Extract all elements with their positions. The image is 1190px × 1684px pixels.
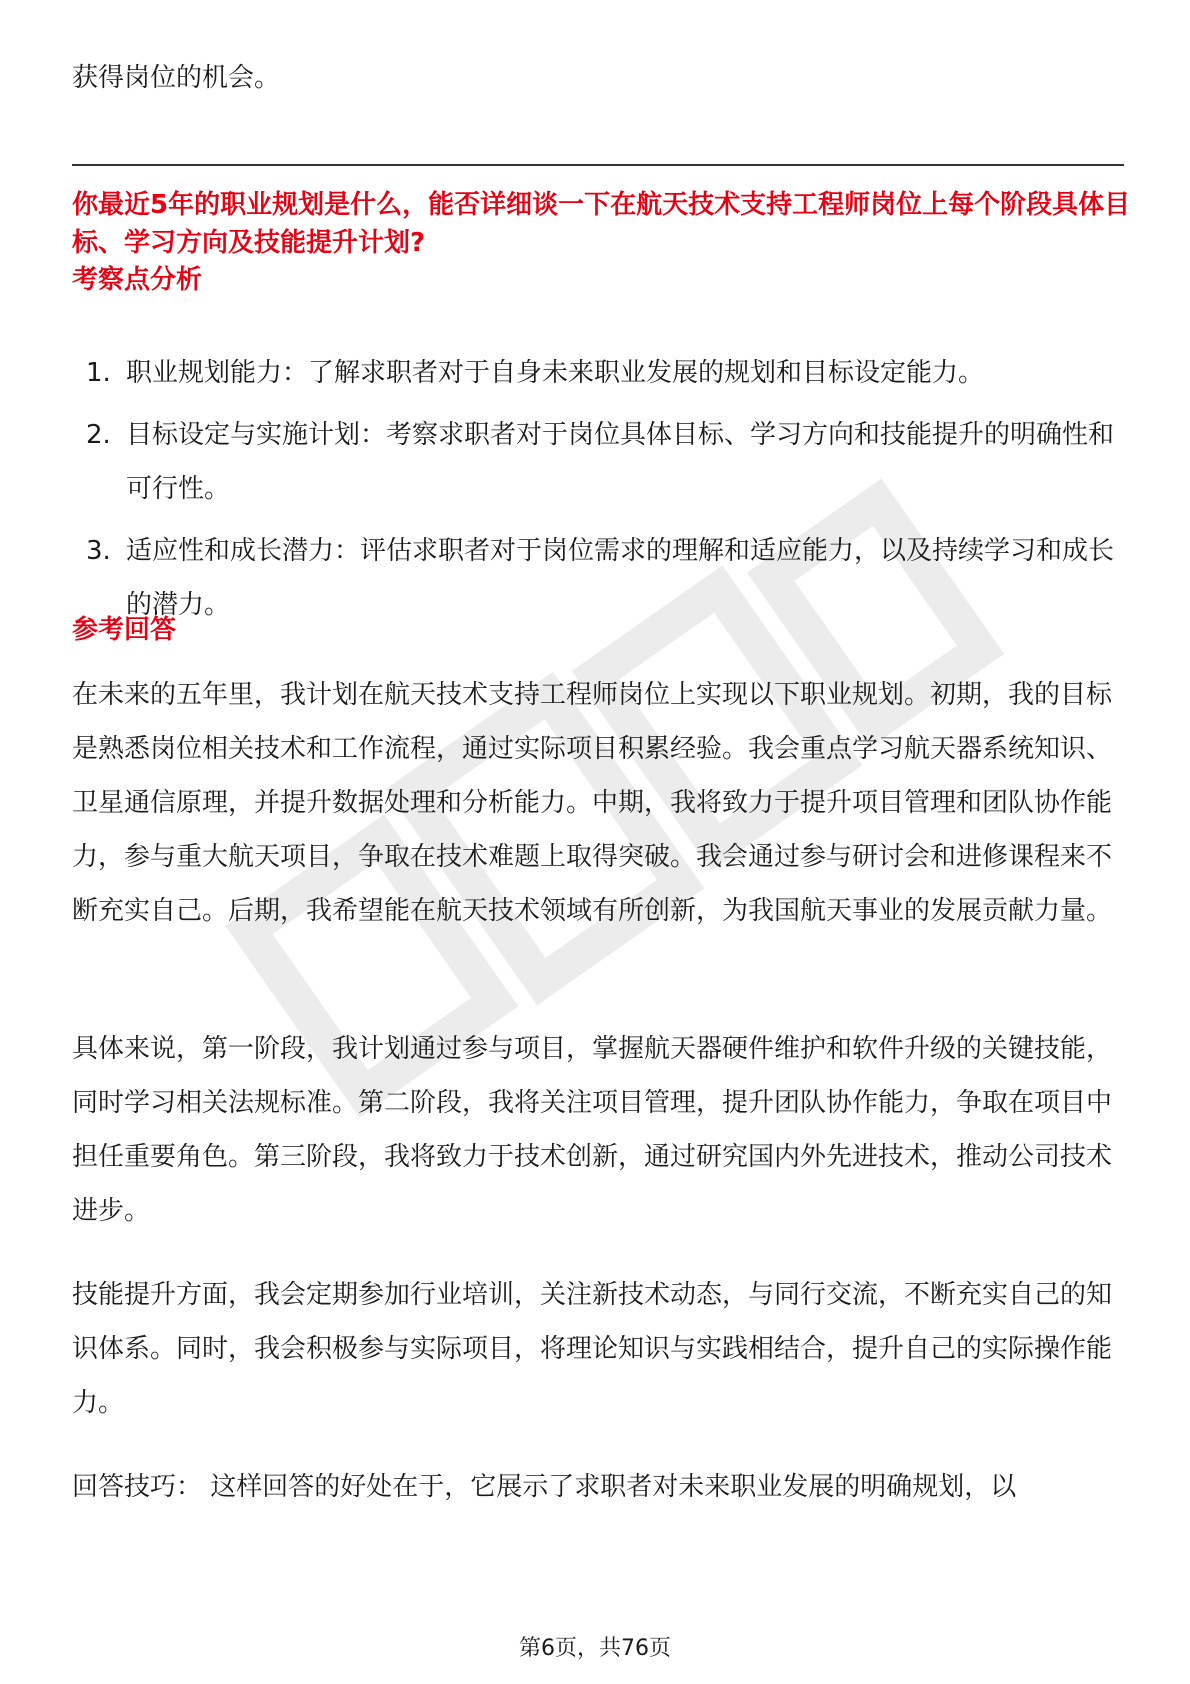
list-number: 2. [86,420,111,450]
question-title: 你最近5年的职业规划是什么，能否详细谈一下在航天技术支持工程师岗位上每个阶段具体目标、学习方向及技能提升计划? [72,190,1131,258]
answer-paragraph: 在未来的五年里，我计划在航天技术支持工程师岗位上实现以下职业规划。初期，我的目标是熟悉岗位相关技术和工作流程，通过实际项目积累经验。我会重点学习航天器系统知识、卫星通信原理，并提升数据处理和分析能力。中期，我将致力于提升项目管理和团队协作能力，参与重大航天项目，争取在技术难题上取得突破。我会通过参与研讨会和进修课程来不断充实自己。后期，我希望能在航天技术领域有所创新，为我国航天事业的发展贡献力量。 [72,680,1113,926]
list-text: 职业规划能力：了解求职者对于自身未来职业发展的规划和目标设定能力。 [126,358,985,388]
page-number: 第6页，共76页 [519,1636,671,1661]
analysis-list [72,346,1132,640]
list-number: 3. [86,536,111,566]
answer-tip: 回答技巧： 这样回答的好处在于，它展示了求职者对未来职业发展的明确规划，以 [72,1472,1017,1502]
divider [72,164,1124,166]
list-text: 适应性和成长潜力：评估求职者对于岗位需求的理解和适应能力，以及持续学习和成长的潜力。 [126,536,1115,620]
answer-heading: 参考回答 [72,615,177,645]
list-item [72,408,1132,516]
list-text: 目标设定与实施计划：考察求职者对于岗位具体目标、学习方向和技能提升的明确性和可行性。 [126,420,1115,504]
list-item [72,524,1132,632]
answer-paragraph: 技能提升方面，我会定期参加行业培训，关注新技术动态，与同行交流，不断充实自己的知识体系。同时，我会积极参与实际项目，将理论知识与实践相结合，提升自己的实际操作能力。 [72,1280,1113,1418]
continuation-text: 获得岗位的机会。 [72,63,281,93]
list-number: 1. [86,358,111,388]
analysis-heading: 考察点分析 [72,265,203,295]
answer-paragraph: 具体来说，第一阶段，我计划通过参与项目，掌握航天器硬件维护和软件升级的关键技能，同时学习相关法规标准。第二阶段，我将关注项目管理，提升团队协作能力，争取在项目中担任重要角色。第三阶段，我将致力于技术创新，通过研究国内外先进技术，推动公司技术进步。 [72,1034,1113,1226]
list-item [72,346,1132,400]
